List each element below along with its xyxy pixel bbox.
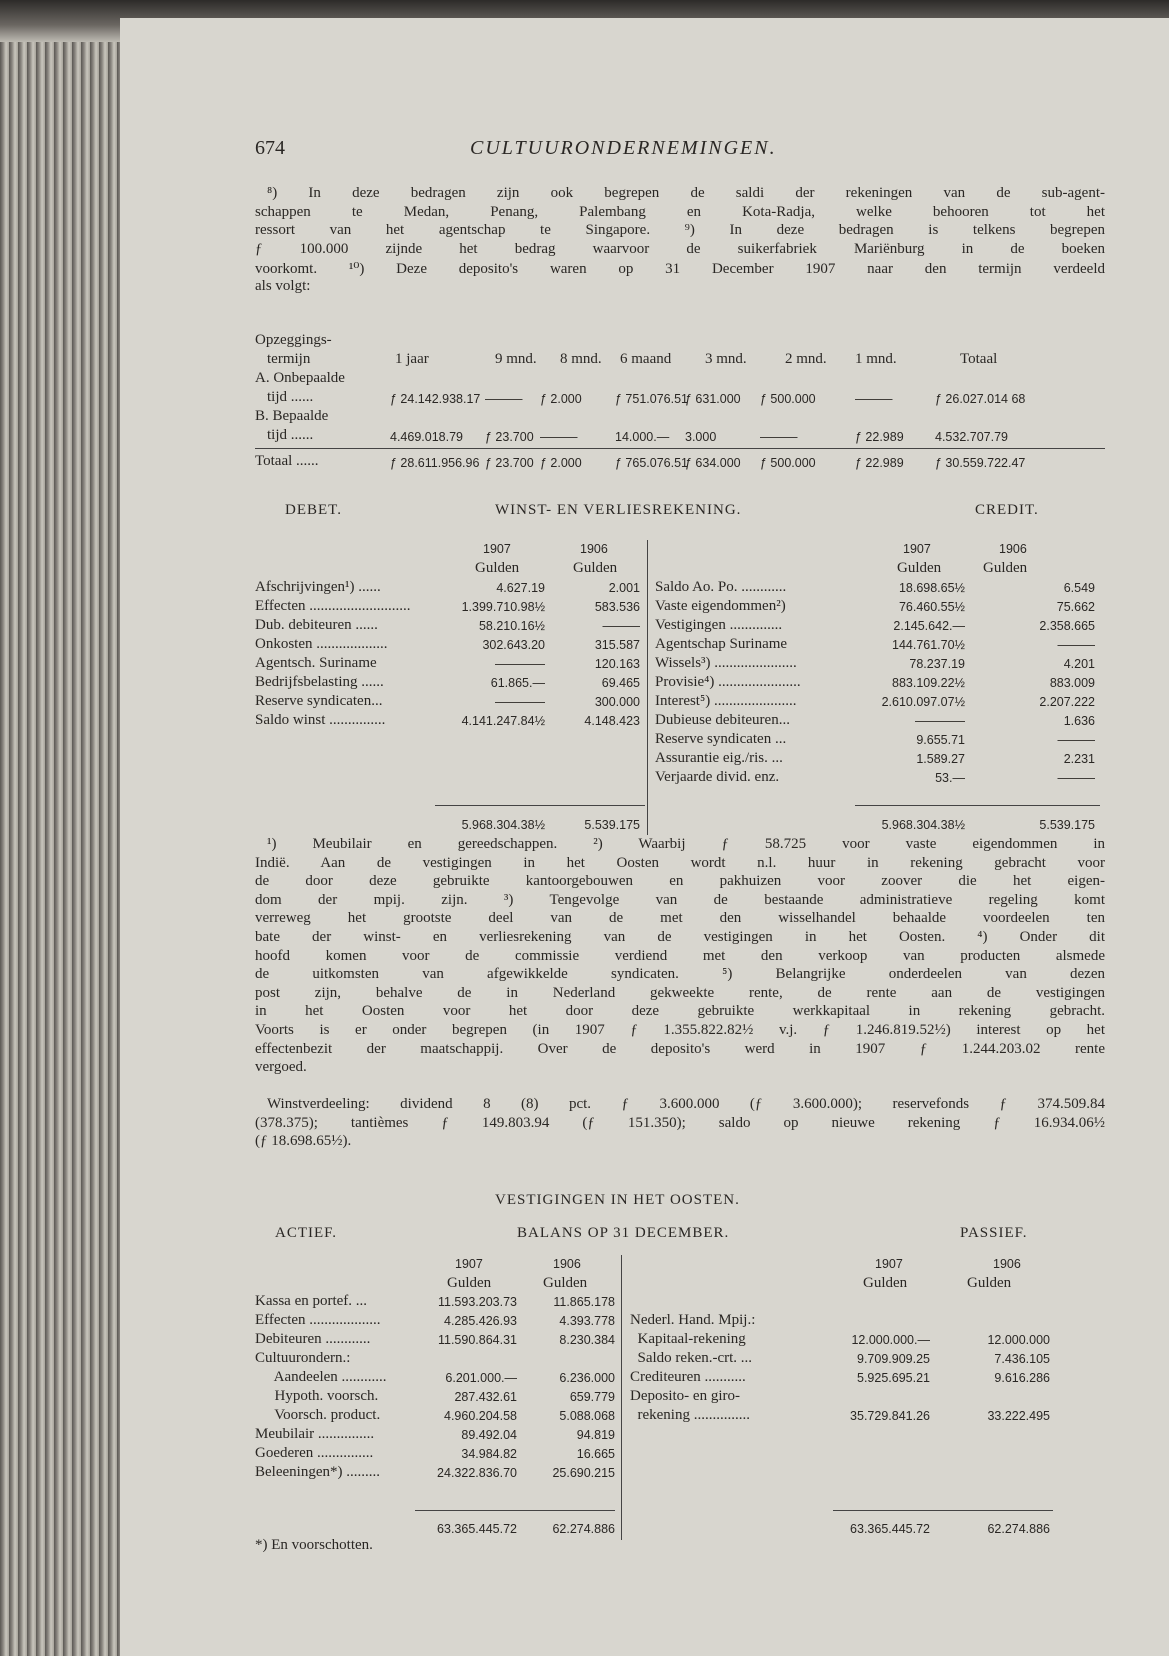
credit-item-1906: 2.207.222 [1039, 695, 1095, 709]
liability-item-label: Nederl. Hand. Mpij.: [630, 1312, 756, 1328]
asset-item-label: Cultuurondern.: [255, 1350, 351, 1366]
debit-item-1907: 1.399.710.98½ [461, 600, 545, 614]
term-cell: 4.532.707.79 [935, 430, 1008, 444]
credit-item-1906: 75.662 [1056, 600, 1095, 614]
asset-item-label: Debiteuren ............ [255, 1331, 371, 1347]
text-line: schappen te Medan, Penang, Palembang en Kota-Radja, welke behooren tot het [255, 203, 1105, 220]
debit-item-1907: 302.643.20 [482, 638, 545, 652]
debit-item-1907: 61.865.— [490, 676, 545, 690]
text-line: Winstverdeeling: dividend 8 (8) pct. ƒ 3.600.000 (ƒ 3.600.000); reservefonds ƒ 374.509.84 [267, 1096, 1105, 1112]
debet-heading: DEBET. [285, 502, 342, 518]
credit-item-label: Vestigingen .............. [655, 617, 783, 633]
text-line: bate der winst- en verliesrekening van de vestigingen in het Oosten. ⁴) Onder dit [255, 929, 1105, 945]
credit-item-1906: ——— [1057, 638, 1095, 652]
credit-item-1906: 4.201 [1063, 657, 1095, 671]
text-line: effectenbezit der maatschappij. Over de deposito's werd in 1907 ƒ 1.244.203.02 rente [255, 1040, 1105, 1057]
liability-item-label: Crediteuren ........... [630, 1369, 746, 1385]
credit-item-1906: 1.636 [1063, 714, 1095, 728]
account-title: WINST- EN VERLIESREKENING. [495, 502, 742, 518]
term-total-cell: Totaal ...... [255, 453, 319, 469]
asset-item-1907: 287.432.61 [454, 1390, 517, 1404]
credit-item-1907: 9.655.71 [916, 733, 965, 747]
section-title: VESTIGINGEN IN HET OOSTEN. [495, 1192, 740, 1208]
credit-total-1906: 5.539.175 [1039, 818, 1095, 832]
asset-item-label: Goederen ............... [255, 1445, 374, 1461]
asset-item-1906: 11.865.178 [553, 1295, 615, 1309]
asset-item-label: Voorsch. product. [267, 1407, 381, 1423]
asset-item-1907: 24.322.836.70 [437, 1466, 517, 1480]
year-1907: 1907 [903, 542, 931, 556]
text-line: Voorts is er onder begrepen (in 1907 ƒ 1.355.822.82½ v.j. ƒ 1.246.819.52½) interest op het [255, 1022, 1105, 1038]
asset-item-label: Meubilair ............... [255, 1426, 375, 1442]
term-cell: ——— [540, 430, 578, 444]
term-cell: tijd ...... [267, 389, 314, 405]
term-label-b: B. Bepaalde [255, 408, 329, 424]
credit-total-1907: 5.968.304.38½ [881, 818, 965, 832]
debit-item-label: Agentsch. Suriname [255, 655, 377, 671]
credit-item-1907: 53.— [935, 771, 965, 785]
credit-item-label: Assurantie eig./ris. ... [655, 750, 783, 766]
liability-item-label: Saldo reken.-crt. ... [630, 1350, 753, 1366]
term-cell: ——— [855, 392, 893, 406]
credit-item-1907: 1.589.27 [916, 752, 965, 766]
term-cell: 4.469.018.79 [390, 430, 463, 444]
credit-item-label: Wissels³) ...................... [655, 655, 797, 671]
liability-item-label: Deposito- en giro- [630, 1388, 740, 1404]
term-col-header: termijn [267, 351, 311, 367]
running-title: CULTUURONDERNEMINGEN. [470, 137, 777, 159]
term-col-header: 1 jaar [395, 351, 429, 367]
book-page-edges [0, 0, 135, 1656]
liability-item-1907: 12.000.000.— [851, 1333, 930, 1347]
actief-heading: ACTIEF. [275, 1225, 338, 1241]
debit-item-1907: ———— [495, 695, 545, 709]
year-1906: 1906 [993, 1257, 1021, 1271]
credit-item-1906: 883.009 [1049, 676, 1095, 690]
text-line: vergoed. [255, 1059, 307, 1076]
term-total-cell: ƒ 23.700 [485, 456, 534, 470]
account-divider [647, 540, 648, 835]
asset-item-1906: 6.236.000 [559, 1371, 615, 1385]
liability-item-1906: 9.616.286 [994, 1371, 1050, 1385]
unit-label: Gulden [573, 560, 618, 576]
unit-label: Gulden [983, 560, 1028, 576]
asset-item-1906: 5.088.068 [559, 1409, 615, 1423]
text-line: ƒ 100.000 zijnde het bedrag waarvoor de suikerfabriek Mariënburg in de boeken [255, 240, 1105, 257]
liability-item-1906: 7.436.105 [994, 1352, 1050, 1366]
text-line: ⁸) In deze bedragen zijn ook begrepen de saldi der rekeningen van de sub-agent- [267, 185, 1105, 201]
balance-title: BALANS OP 31 DECEMBER. [517, 1225, 730, 1241]
year-1907: 1907 [455, 1257, 483, 1271]
asset-item-1907: 6.201.000.— [445, 1371, 517, 1385]
text-line: als volgt: [255, 277, 311, 294]
credit-item-label: Reserve syndicaten ... [655, 731, 787, 747]
passief-heading: PASSIEF. [960, 1225, 1028, 1241]
liability-item-label: Kapitaal-rekening [630, 1331, 746, 1347]
liability-item-1907: 5.925.695.21 [857, 1371, 930, 1385]
term-col-header: 3 mnd. [705, 351, 747, 367]
credit-item-1907: 76.460.55½ [898, 600, 965, 614]
asset-item-1906: 4.393.778 [559, 1314, 615, 1328]
text-line: de door deze gebruikte kantoorgebouwen en pakhuizen voor zoover die het eigen- [255, 873, 1105, 890]
year-1907: 1907 [483, 542, 511, 556]
term-col-header: 1 mnd. [855, 351, 897, 367]
liability-item-label: rekening ............... [630, 1407, 750, 1423]
term-cell: ƒ 22.989 [855, 430, 904, 444]
asset-item-1907: 4.285.426.93 [444, 1314, 517, 1328]
debit-total-1906: 5.539.175 [584, 818, 640, 832]
debit-item-1907: 4.141.247.84½ [461, 714, 545, 728]
credit-item-1906: ——— [1057, 771, 1095, 785]
total-rule [435, 805, 645, 806]
term-cell: 3.000 [685, 430, 717, 444]
asset-item-label: Hypoth. voorsch. [267, 1388, 379, 1404]
balance-footnote: *) En voorschotten. [255, 1537, 373, 1553]
debit-item-label: Afschrijvingen¹) ...... [255, 579, 381, 595]
debit-item-label: Bedrijfsbelasting ...... [255, 674, 384, 690]
credit-item-1907: 2.610.097.07½ [881, 695, 965, 709]
asset-item-label: Effecten ................... [255, 1312, 381, 1328]
term-total-cell: ƒ 634.000 [685, 456, 741, 470]
asset-item-1907: 4.960.204.58 [444, 1409, 517, 1423]
asset-item-1906: 94.819 [576, 1428, 615, 1442]
debit-item-1906: 2.001 [608, 581, 640, 595]
term-total-cell: ƒ 28.611.956.96 [390, 456, 480, 470]
debit-item-1906: ——— [602, 619, 640, 633]
page-number: 674 [255, 137, 285, 159]
credit-item-1906: 2.358.665 [1039, 619, 1095, 633]
term-col-header: 2 mnd. [785, 351, 827, 367]
credit-item-label: Saldo Ao. Po. ............ [655, 579, 787, 595]
unit-label: Gulden [543, 1275, 588, 1291]
term-cell: 14.000.— [615, 430, 670, 444]
debit-item-label: Effecten ........................... [255, 598, 411, 614]
liability-item-1907: 9.709.909.25 [857, 1352, 930, 1366]
credit-item-1906: 6.549 [1063, 581, 1095, 595]
term-cell: ƒ 24.142.938.17 [390, 392, 481, 406]
credit-item-label: Agentschap Suriname [655, 636, 788, 652]
liability-item-1906: 12.000.000 [987, 1333, 1050, 1347]
text-line: ¹) Meubilair en gereedschappen. ²) Waarbij ƒ 58.725 voor vaste eigendommen in [267, 836, 1105, 852]
unit-label: Gulden [967, 1275, 1012, 1291]
debit-item-1906: 583.536 [594, 600, 640, 614]
year-1907: 1907 [875, 1257, 903, 1271]
term-cell: ƒ 23.700 [485, 430, 534, 444]
unit-label: Gulden [897, 560, 942, 576]
debit-item-1906: 120.163 [594, 657, 640, 671]
credit-item-1906: ——— [1057, 733, 1095, 747]
debit-item-1907: 4.627.19 [496, 581, 545, 595]
text-line: de uitkomsten van afgewikkelde syndicaten. ⁵) Belangrijke onderdeelen van dezen [255, 966, 1105, 983]
total-rule [833, 1510, 1053, 1511]
asset-item-label: Aandeelen ............ [267, 1369, 387, 1385]
debit-item-1906: 315.587 [594, 638, 640, 652]
term-total-cell: ƒ 500.000 [760, 456, 816, 470]
credit-item-1906: 2.231 [1063, 752, 1095, 766]
text-line: voorkomt. ¹⁰) Deze deposito's waren op 31 December 1907 naar den termijn verdeeld [255, 261, 1105, 277]
term-total-cell: ƒ 30.559.722.47 [935, 456, 1026, 470]
asset-item-1906: 16.665 [576, 1447, 615, 1461]
credit-item-1907: 78.237.19 [909, 657, 965, 671]
term-header-l1: Opzeggings- [255, 332, 332, 348]
unit-label: Gulden [475, 560, 520, 576]
asset-total-1907: 63.365.445.72 [437, 1522, 517, 1536]
term-cell: tijd ...... [267, 427, 314, 443]
balance-divider [621, 1255, 622, 1540]
credit-item-1907: 18.698.65½ [898, 581, 965, 595]
year-1906: 1906 [999, 542, 1027, 556]
text-line: hoofd komen voor de commissie verdiend met den verkoop van producten alsmede [255, 947, 1105, 964]
unit-label: Gulden [863, 1275, 908, 1291]
total-rule [855, 805, 1100, 806]
asset-item-1906: 659.779 [569, 1390, 615, 1404]
asset-item-1907: 34.984.82 [461, 1447, 517, 1461]
text-line: in het Oosten voor het door deze gebruikte werkkapitaal in rekening gebracht. [255, 1003, 1105, 1020]
credit-item-1907: 883.109.22½ [892, 676, 965, 690]
liability-item-1907: 35.729.841.26 [850, 1409, 930, 1423]
debit-item-1907: ———— [495, 657, 545, 671]
term-cell: ƒ 2.000 [540, 392, 582, 406]
asset-item-label: Kassa en portef. ... [255, 1293, 368, 1309]
asset-item-label: Beleeningen*) ......... [255, 1464, 380, 1480]
credit-item-label: Interest⁵) ...................... [655, 693, 797, 709]
total-rule [415, 1510, 615, 1511]
credit-item-1907: ———— [915, 714, 965, 728]
term-cell: ƒ 500.000 [760, 392, 816, 406]
text-line: (ƒ 18.698.65½). [255, 1133, 352, 1150]
credit-item-1907: 2.145.642.— [893, 619, 965, 633]
term-cell: ƒ 631.000 [685, 392, 741, 406]
text-line: ressort van het agentschap te Singapore. ⁹) In deze bedragen is telkens begrepen [255, 222, 1105, 238]
asset-item-1906: 8.230.384 [559, 1333, 615, 1347]
debit-item-label: Dub. debiteuren ...... [255, 617, 378, 633]
term-col-header: 8 mnd. [560, 351, 602, 367]
asset-item-1907: 11.590.864.31 [437, 1333, 517, 1347]
debit-item-1907: 58.210.16½ [478, 619, 545, 633]
debit-item-1906: 300.000 [594, 695, 640, 709]
debit-item-label: Onkosten ................... [255, 636, 388, 652]
year-1906: 1906 [580, 542, 608, 556]
text-line: (378.375); tantièmes ƒ 149.803.94 (ƒ 151.350); saldo op nieuwe rekening ƒ 16.934.06½ [255, 1114, 1105, 1131]
term-cell: ——— [485, 392, 523, 406]
liability-total-1907: 63.365.445.72 [850, 1522, 930, 1536]
term-col-header: Totaal [960, 351, 998, 367]
credit-item-label: Verjaarde divid. enz. [655, 769, 780, 785]
credit-item-1907: 144.761.70½ [892, 638, 965, 652]
term-total-cell: ƒ 765.076.51 [615, 456, 688, 470]
text-line: dom der mpij. zijn. ³) Tengevolge van de bestaande administratieve regeling komt [255, 891, 1105, 908]
term-cell: ——— [760, 430, 798, 444]
text-line: post zijn, behalve de in Nederland gekweekte rente, de rente aan de vestigingen [255, 984, 1105, 1001]
asset-item-1907: 89.492.04 [461, 1428, 517, 1442]
term-col-header: 6 maand [620, 351, 672, 367]
debit-item-1906: 69.465 [601, 676, 640, 690]
term-cell: ƒ 26.027.014 68 [935, 392, 1026, 406]
asset-item-1906: 25.690.215 [552, 1466, 615, 1480]
debit-item-label: Reserve syndicaten... [255, 693, 383, 709]
term-total-rule [255, 448, 1105, 449]
term-label-a: A. Onbepaalde [255, 370, 345, 386]
term-cell: ƒ 751.076.51 [615, 392, 688, 406]
credit-heading: CREDIT. [975, 502, 1039, 518]
year-1906: 1906 [553, 1257, 581, 1271]
text-line: Indië. Aan de vestigingen in het Oosten wordt n.l. huur in rekening gebracht voor [255, 854, 1105, 871]
debit-total-1907: 5.968.304.38½ [461, 818, 545, 832]
debit-item-1906: 4.148.423 [584, 714, 640, 728]
term-total-cell: ƒ 2.000 [540, 456, 582, 470]
debit-item-label: Saldo winst ............... [255, 712, 386, 728]
term-total-cell: ƒ 22.989 [855, 456, 904, 470]
unit-label: Gulden [447, 1275, 492, 1291]
credit-item-label: Vaste eigendommen²) [655, 598, 786, 614]
liability-item-1906: 33.222.495 [987, 1409, 1050, 1423]
credit-item-label: Provisie⁴) ...................... [655, 674, 801, 690]
liability-total-1906: 62.274.886 [987, 1522, 1050, 1536]
asset-item-1907: 11.593.203.73 [437, 1295, 517, 1309]
credit-item-label: Dubieuse debiteuren... [655, 712, 790, 728]
asset-total-1906: 62.274.886 [552, 1522, 615, 1536]
term-col-header: 9 mnd. [495, 351, 537, 367]
text-line: verreweg het grootste deel van de met den wisselhandel behaalde voordeelen ten [255, 910, 1105, 927]
